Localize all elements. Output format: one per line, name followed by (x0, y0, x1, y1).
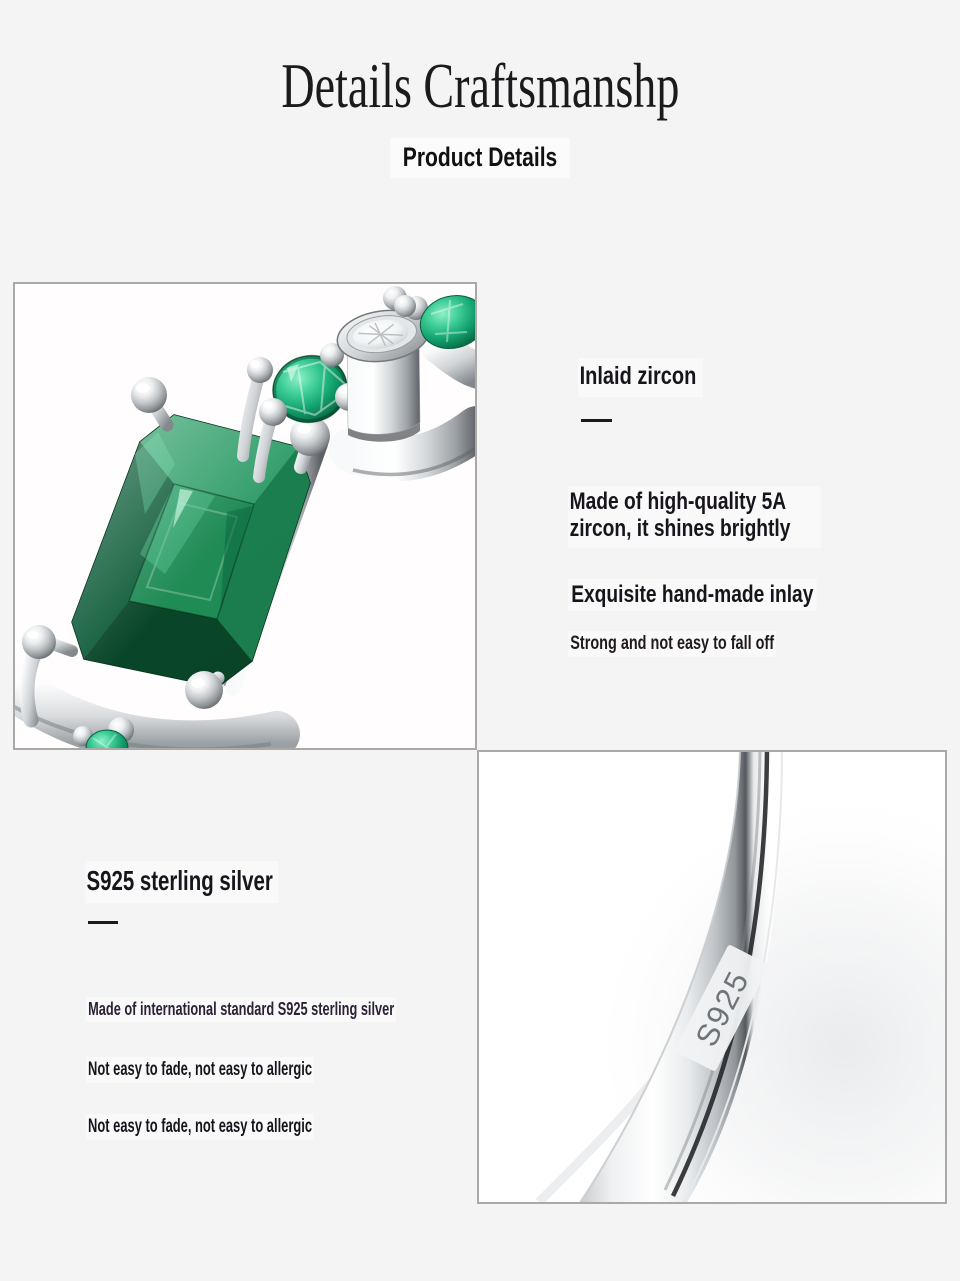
zircon-para-3 (568, 631, 842, 657)
white-zircon-bezel (334, 286, 432, 442)
zircon-para-3-text: Strong and not easy to fall off (568, 631, 776, 657)
prong-sphere (22, 625, 56, 659)
prong-sphere (185, 671, 223, 709)
band-engraving-text: S925 (688, 964, 757, 1052)
prong-sphere (131, 377, 167, 413)
ring-closeup-illustration (15, 284, 475, 748)
silver-divider (88, 921, 118, 924)
big-emerald-gem (72, 415, 310, 687)
silver-heading-text: S925 sterling silver (85, 861, 279, 903)
silver-para-3-text: Not easy to fade, not easy to allergic (86, 1114, 314, 1140)
ring-closeup-photo (13, 282, 477, 750)
band-illustration (479, 752, 945, 1202)
page-title-text: Details Craftsmanshp (280, 50, 680, 121)
section-subtitle-text: Product Details (390, 138, 569, 178)
silver-heading (85, 861, 350, 903)
silver-para-1 (86, 997, 523, 1022)
page-title (0, 50, 960, 121)
zircon-heading-text: Inlaid zircon (578, 358, 703, 397)
zircon-divider (581, 419, 612, 422)
silver-para-3 (86, 1114, 421, 1140)
silver-para-1-text: Made of international standard S925 sterling silver (86, 997, 396, 1022)
zircon-para-2-text: Exquisite hand-made inlay (568, 579, 817, 611)
zircon-para-1 (568, 486, 958, 548)
prong-sphere (247, 357, 273, 383)
zircon-para-2 (568, 579, 879, 611)
silver-para-2-text: Not easy to fade, not easy to allergic (86, 1057, 314, 1083)
prong-sphere (394, 295, 416, 317)
zircon-heading (578, 358, 734, 397)
section-subtitle (0, 138, 960, 178)
silver-para-2 (86, 1057, 421, 1083)
zircon-para-1-text: Made of high-quality 5A zircon, it shines brightly (568, 486, 821, 548)
band-engraving-photo (477, 750, 947, 1204)
prong-sphere (259, 398, 287, 426)
